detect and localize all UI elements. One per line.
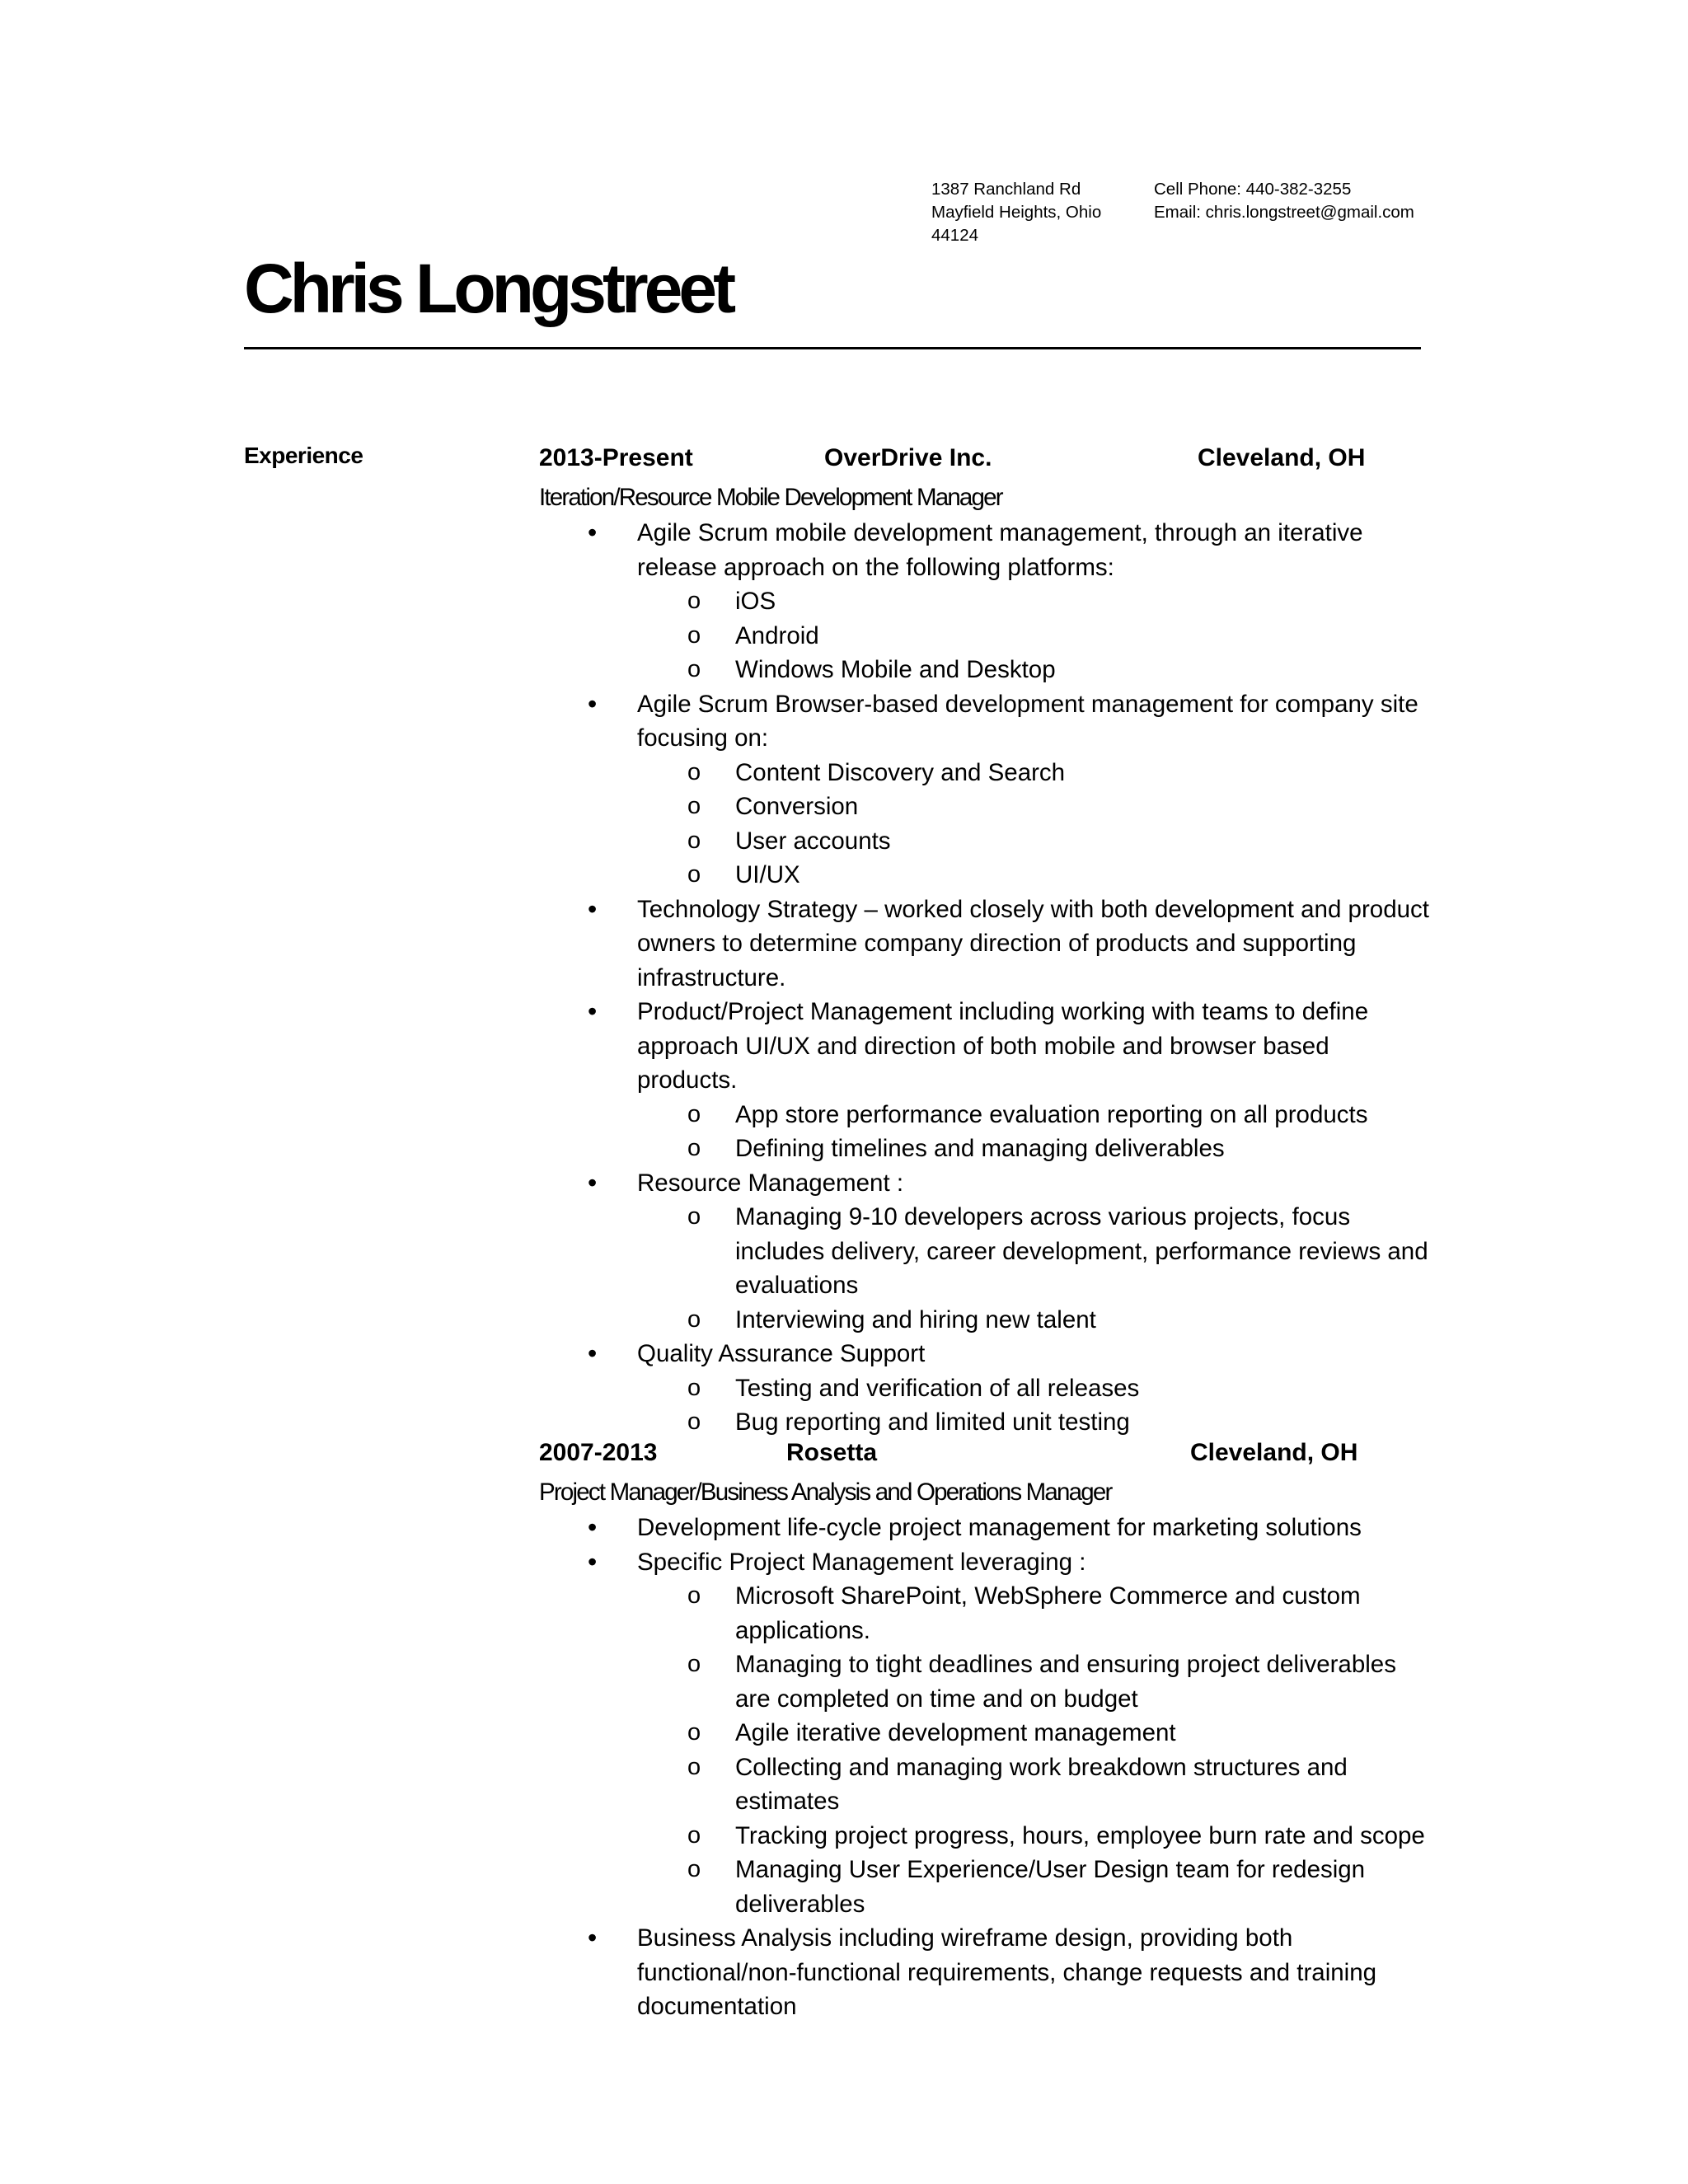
sub-bullet-item: o Android: [539, 619, 1429, 654]
contact-address: [931, 178, 1101, 247]
job-company: Rosetta: [786, 1439, 878, 1466]
bullet-text: • Development life-cycle project management for marketing solutions: [637, 1514, 1362, 1541]
job-location: Cleveland, OH: [1190, 1439, 1358, 1466]
phone-number: Cell Phone: 440-382-3255: [1154, 180, 1352, 199]
sub-bullets: [637, 756, 1429, 893]
job-location: Cleveland, OH: [1198, 444, 1366, 471]
bullet-item: [539, 687, 1429, 893]
bullet-text: • Technology Strategy – worked closely with both development and product owners to determine company direction of products and supporting infrastructure.: [637, 895, 1429, 991]
address-street: 1387 Ranchland Rd: [931, 180, 1081, 199]
job-title: Iteration/Resource Mobile Development Manager: [539, 484, 1002, 511]
sub-bullet-item: o Tracking project progress, hours, employee burn rate and scope: [539, 1819, 1429, 1854]
bullet-item: [539, 995, 1429, 1166]
bullet-item: [539, 1545, 1429, 1922]
resume-name: Chris Longstreet: [244, 250, 733, 327]
sub-bullets: [637, 1371, 1429, 1440]
job-dates: 2013-Present: [539, 444, 693, 471]
job-entry: [539, 441, 1429, 1440]
sub-bullet-item: o Defining timelines and managing deliverables: [539, 1132, 1429, 1166]
job-bullets: [539, 516, 1429, 1440]
address-city: Mayfield Heights, Ohio: [931, 203, 1102, 222]
sub-bullet-item: o Interviewing and hiring new talent: [539, 1303, 1429, 1338]
bullet-text: • Quality Assurance Support: [637, 1340, 926, 1367]
job-header: [539, 441, 1429, 479]
bullet-item: [539, 516, 1429, 687]
sub-bullet-item: o App store performance evaluation reporting on all products: [539, 1098, 1429, 1132]
sub-bullets: [637, 1098, 1429, 1166]
bullet-text: • Specific Project Management leveraging :: [637, 1548, 1086, 1576]
sub-bullet-item: o Bug reporting and limited unit testing: [539, 1405, 1429, 1440]
contact-phone-email: [1154, 178, 1414, 224]
sub-bullets: [637, 1579, 1429, 1921]
sub-bullet-item: o Testing and verification of all releases: [539, 1371, 1429, 1406]
sub-bullet-item: o Conversion: [539, 790, 1429, 824]
bullet-text: • Agile Scrum Browser-based development management for company site focusing on:: [637, 690, 1418, 752]
sub-bullet-item: o User accounts: [539, 824, 1429, 859]
sub-bullet-item: o Managing 9-10 developers across various projects, focus includes delivery, career development, performance reviews and evaluations: [539, 1200, 1429, 1303]
bullet-item: [539, 1166, 1429, 1338]
sub-bullet-item: o Windows Mobile and Desktop: [539, 653, 1429, 687]
sub-bullets: [637, 584, 1429, 687]
sub-bullet-item: o Managing User Experience/User Design team for redesign deliverables: [539, 1853, 1429, 1921]
sub-bullet-item: o Microsoft SharePoint, WebSphere Commerce and custom applications.: [539, 1579, 1429, 1647]
bullet-text: • Agile Scrum mobile development management, through an iterative release approach on the following platforms:: [637, 519, 1363, 581]
bullet-item: [539, 893, 1429, 996]
email-address: Email: chris.longstreet@gmail.com: [1154, 203, 1414, 222]
section-label-experience: Experience: [244, 443, 363, 468]
sub-bullet-item: o Agile iterative development management: [539, 1716, 1429, 1750]
address-zip: 44124: [931, 226, 979, 245]
sub-bullets: [637, 1200, 1429, 1337]
sub-bullet-item: o Managing to tight deadlines and ensuring project deliverables are completed on time and on budget: [539, 1647, 1429, 1716]
bullet-text: • Product/Project Management including working with teams to define approach UI/UX and direction of both mobile and browser based products.: [637, 998, 1369, 1094]
bullet-text: • Business Analysis including wireframe design, providing both functional/non-functional requirements, change requests and training documentation: [637, 1924, 1377, 2020]
job-header: [539, 1436, 1429, 1474]
header-divider: [244, 347, 1421, 349]
sub-bullet-item: o iOS: [539, 584, 1429, 619]
bullet-text: • Resource Management :: [637, 1169, 904, 1197]
job-bullets: [539, 1511, 1429, 2024]
bullet-item: [539, 1921, 1429, 2024]
sub-bullet-item: o Collecting and managing work breakdown structures and estimates: [539, 1750, 1429, 1819]
job-entry: [539, 1436, 1429, 2024]
job-company: OverDrive Inc.: [824, 444, 992, 471]
sub-bullet-item: o Content Discovery and Search: [539, 756, 1429, 790]
bullet-item: [539, 1511, 1429, 1545]
job-dates: 2007-2013: [539, 1439, 658, 1466]
bullet-item: [539, 1337, 1429, 1440]
job-title: Project Manager/Business Analysis and Operations Manager: [539, 1479, 1112, 1506]
sub-bullet-item: o UI/UX: [539, 858, 1429, 893]
